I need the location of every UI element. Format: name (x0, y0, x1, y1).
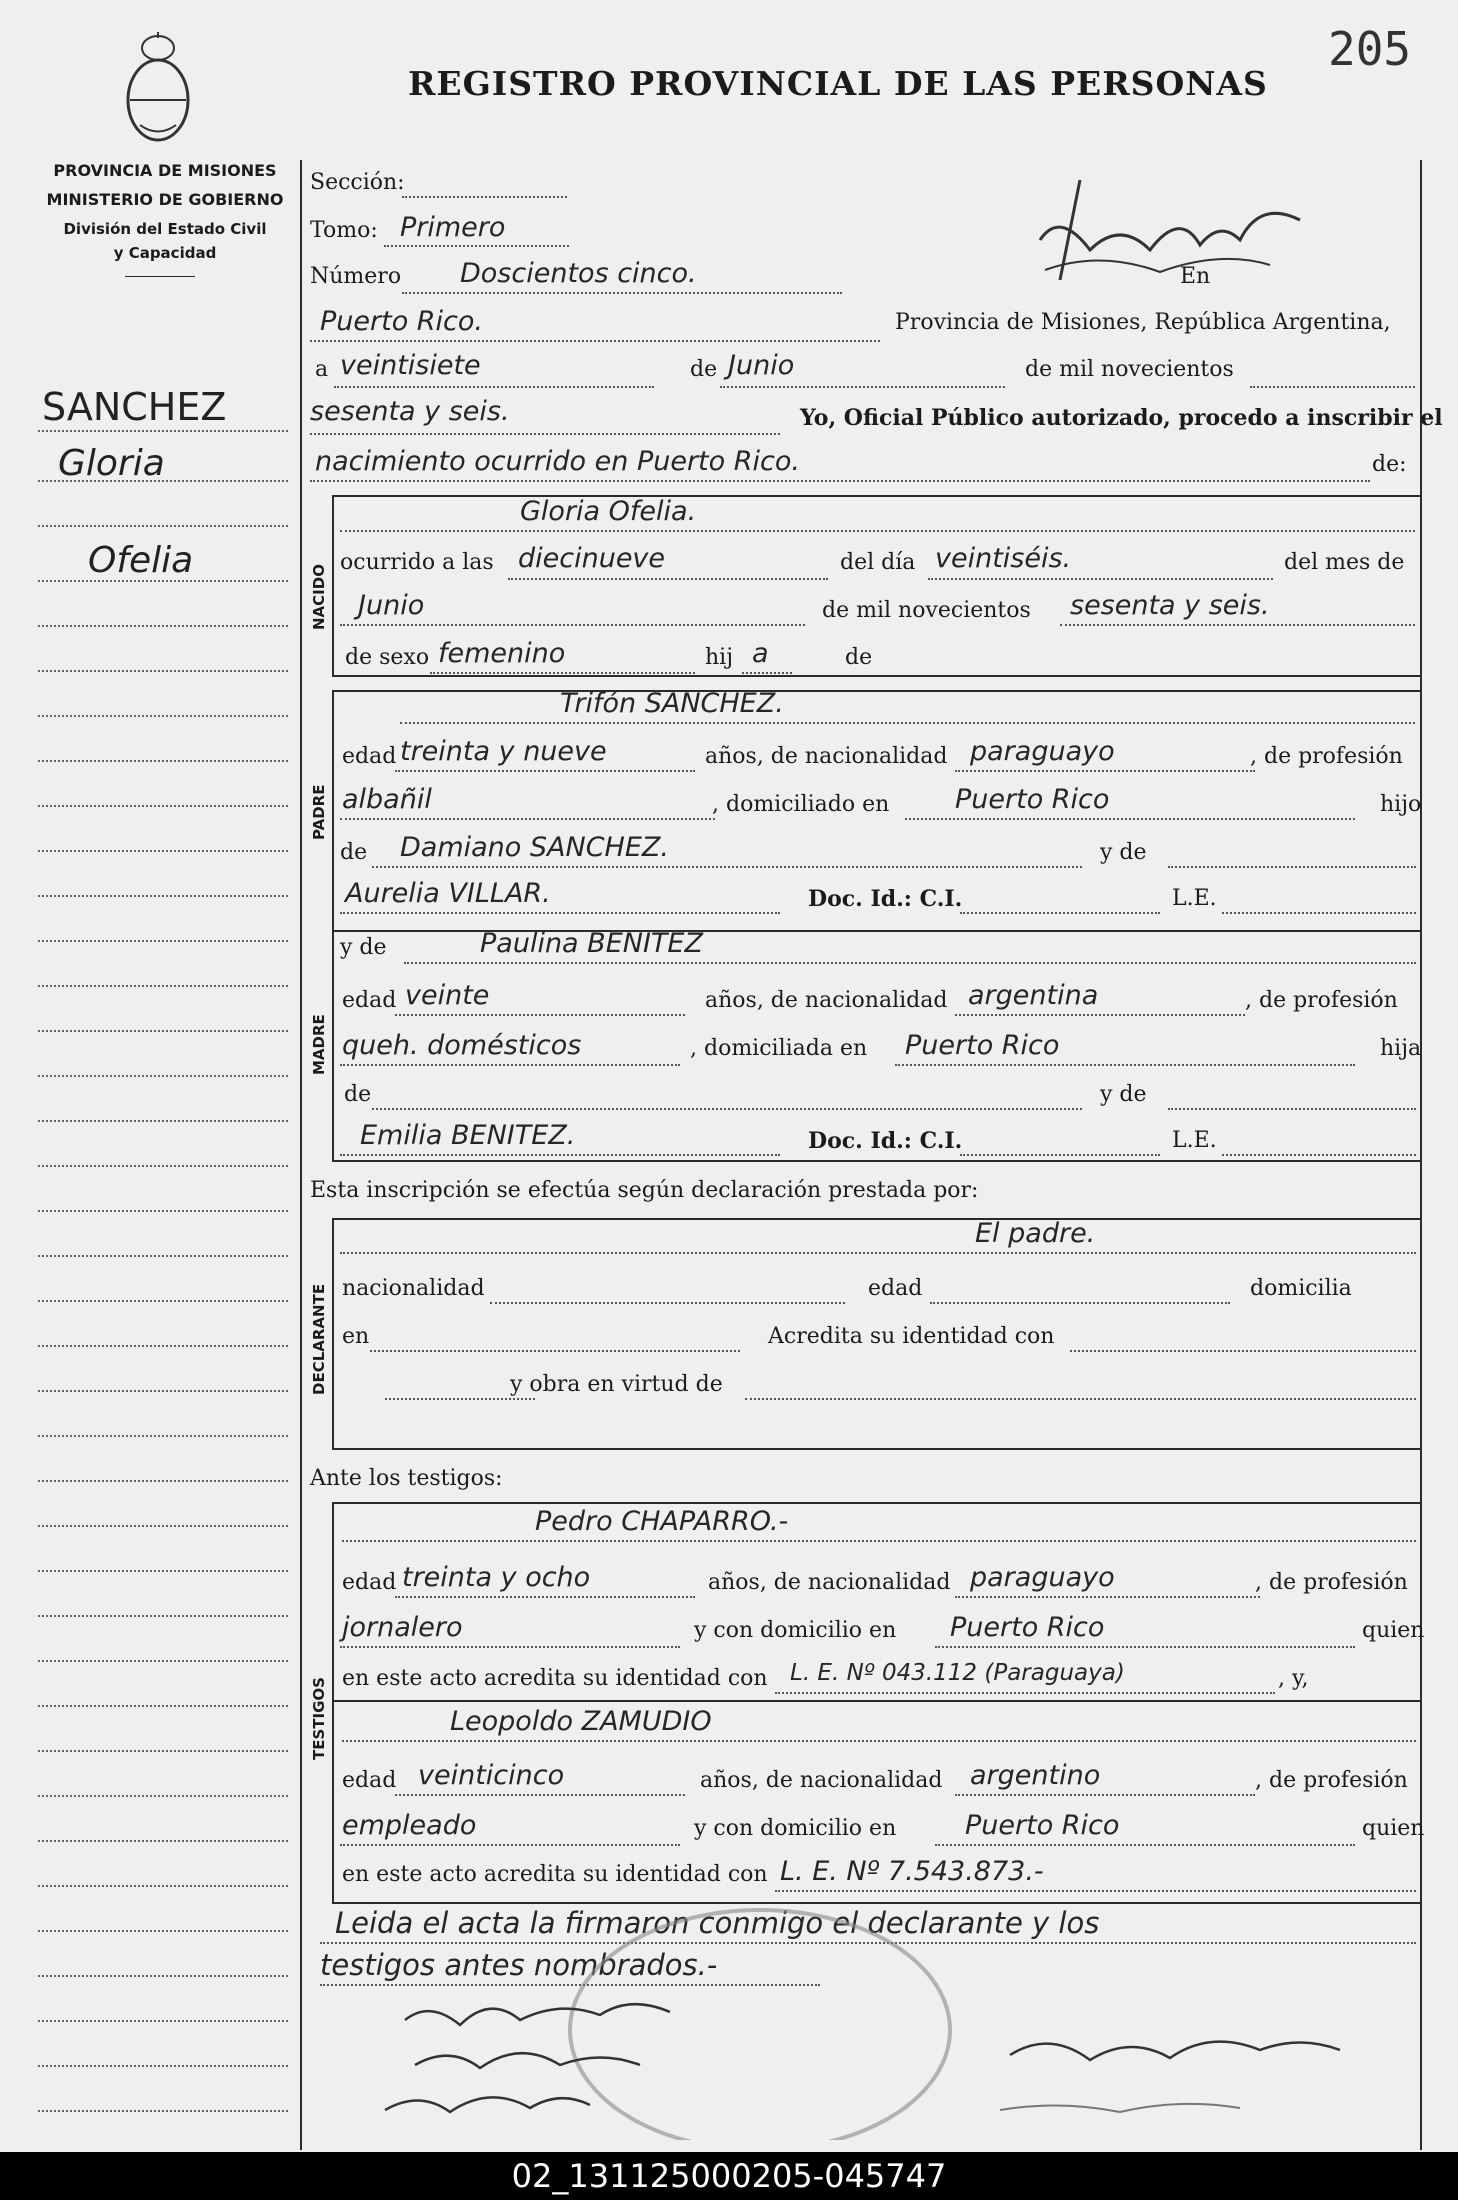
label-del-mes: del mes de (1284, 550, 1405, 575)
label-declarante-nac: nacionalidad (342, 1276, 485, 1301)
margin-line (38, 1750, 288, 1752)
label-madre-profesion: , de profesión (1245, 988, 1398, 1013)
label-en: En (1180, 264, 1211, 289)
label-t1-profesion: , de profesión (1255, 1570, 1408, 1595)
label-t1-edad: edad (342, 1570, 397, 1595)
margin-line (38, 1300, 288, 1302)
label-hij: hij (705, 645, 734, 670)
margin-line (38, 1120, 288, 1122)
label-t1-acredita: en este acto acredita su identidad con (342, 1666, 768, 1691)
label-ante-testigos: Ante los testigos: (310, 1466, 503, 1491)
dia-value: veintisiete (340, 350, 481, 381)
label-padre-edad: edad (342, 744, 397, 769)
margin-line (38, 1390, 288, 1392)
margin-line (38, 1525, 288, 1527)
madre-domicilio: Puerto Rico (905, 1030, 1060, 1061)
label-tomo: Tomo: (310, 218, 378, 243)
margin-line (38, 1165, 288, 1167)
nacido-nombre: Gloria Ofelia. (520, 496, 697, 527)
label-padre-y-de: y de (1100, 840, 1147, 865)
label-madre-edad: edad (342, 988, 397, 1013)
label-mil-novecientos-nac: de mil novecientos (822, 598, 1031, 623)
madre-edad: veinte (405, 980, 490, 1011)
label-madre-y-de: y de (340, 935, 387, 960)
label-ocurrido: ocurrido a las (340, 550, 494, 575)
margin-line (38, 625, 288, 627)
padre-nacionalidad: paraguayo (970, 736, 1115, 767)
closing-line-2: testigos antes nombrados.- (320, 1948, 718, 1982)
page-title: REGISTRO PROVINCIAL DE LAS PERSONAS (408, 64, 1268, 103)
padre-madre: Aurelia VILLAR. (345, 878, 551, 909)
label-t2-anios: años, de nacionalidad (700, 1768, 943, 1793)
label-t1-domicilio: y con domicilio en (694, 1618, 897, 1643)
label-domiciliado: , domiciliado en (712, 792, 890, 817)
margin-line (38, 2065, 288, 2067)
testigo1-domicilio: Puerto Rico (950, 1612, 1105, 1643)
margin-line (38, 985, 288, 987)
testigo2-documento: L. E. Nº 7.543.873.- (780, 1856, 1044, 1887)
mes-value: Junio (728, 350, 795, 381)
header-divider (125, 276, 195, 277)
numero-value: Doscientos cinco. (460, 258, 697, 289)
margin-line (38, 2020, 288, 2022)
label-padre-profesion: , de profesión (1250, 744, 1403, 769)
padre-nombre: Trifón SANCHEZ. (560, 688, 784, 719)
label-padre-anios: años, de nacionalidad (705, 744, 948, 769)
margin-line (38, 760, 288, 762)
label-sexo: de sexo (345, 645, 430, 670)
label-declarante-edad: edad (868, 1276, 923, 1301)
label-t2-domicilio: y con domicilio en (694, 1816, 897, 1841)
margin-line (38, 1930, 288, 1932)
label-a: a (315, 357, 329, 382)
dia-nac-value: veintiséis. (935, 543, 1072, 574)
margin-line (38, 1975, 288, 1977)
label-t1-quien: quien (1362, 1618, 1425, 1643)
margin-line (38, 480, 288, 482)
mes-nac-value: Junio (358, 590, 425, 621)
label-t1-y: , y, (1278, 1666, 1309, 1691)
testigo1-edad: treinta y ocho (402, 1562, 591, 1593)
testigo1-profesion: jornalero (342, 1612, 463, 1643)
label-yo-oficial: Yo, Oficial Público autorizado, procedo a inscribir el (800, 405, 1443, 431)
hora-value: diecinueve (518, 543, 666, 574)
margin-line (38, 805, 288, 807)
label-padre-de: de (340, 840, 368, 865)
label-madre-anios: años, de nacionalidad (705, 988, 948, 1013)
agency-province: PROVINCIA DE MISIONES (53, 161, 277, 180)
label-t2-quien: quien (1362, 1816, 1425, 1841)
margin-line (38, 2110, 288, 2112)
margin-line (38, 525, 288, 527)
label-de-colon: de: (1372, 452, 1407, 477)
label-t2-acredita: en este acto acredita su identidad con (342, 1862, 768, 1887)
signatures-icon (300, 100, 1420, 2140)
label-seccion: Sección: (310, 170, 405, 195)
margin-line (38, 1660, 288, 1662)
agency-capacity: y Capacidad (113, 244, 217, 262)
label-provincia: Provincia de Misiones, República Argentina, (895, 310, 1391, 335)
label-domicilia: domicilia (1250, 1276, 1352, 1301)
margin-line (38, 1210, 288, 1212)
label-madre-doc: Doc. Id.: C.I. (808, 1128, 963, 1154)
main-frame-right (1420, 160, 1422, 2150)
sexo-value: femenino (438, 638, 566, 669)
margin-line (38, 1480, 288, 1482)
margin-name-1: Gloria (58, 443, 165, 484)
label-t2-profesion: , de profesión (1255, 1768, 1408, 1793)
padre-edad: treinta y nueve (400, 736, 607, 767)
label-hija: hija (1380, 1036, 1422, 1061)
agency-ministry: MINISTERIO DE GOBIERNO (46, 190, 284, 209)
margin-line (38, 1840, 288, 1842)
testigo1-documento: L. E. Nº 043.112 (Paraguaya) (790, 1660, 1125, 1686)
label-madre-de: de (344, 1082, 372, 1107)
padre-profesion: albañil (342, 784, 432, 815)
anio-nac-value: sesenta y seis. (1070, 590, 1270, 621)
agency-division: División del Estado Civil (63, 220, 267, 238)
padre-padre: Damiano SANCHEZ. (400, 832, 669, 863)
margin-line (38, 1795, 288, 1797)
label-padre: PADRE (310, 784, 328, 840)
label-de: de (690, 357, 718, 382)
label-testigos: TESTIGOS (310, 1677, 328, 1760)
label-madre-le: L.E. (1172, 1128, 1217, 1153)
margin-line (38, 1435, 288, 1437)
margin-line (38, 715, 288, 717)
document-code: 02_131125000205-045747 (0, 2152, 1458, 2200)
margin-line (38, 1570, 288, 1572)
page-number: 205 (1328, 22, 1412, 76)
anio-value: sesenta y seis. (310, 396, 510, 427)
testigo2-nacionalidad: argentino (970, 1760, 1101, 1791)
margin-line (38, 1615, 288, 1617)
label-padre-doc: Doc. Id.: C.I. (808, 886, 963, 912)
label-declarante-en: en (342, 1324, 370, 1349)
margin-line (38, 895, 288, 897)
testigo2-nombre: Leopoldo ZAMUDIO (450, 1706, 712, 1737)
margin-line (38, 670, 288, 672)
madre-nacionalidad: argentina (968, 980, 1099, 1011)
label-padre-le: L.E. (1172, 886, 1217, 911)
margin-surname: SANCHEZ (42, 385, 227, 429)
margin-line (38, 850, 288, 852)
label-domiciliada: , domiciliada en (690, 1036, 868, 1061)
testigo1-nombre: Pedro CHAPARRO.- (535, 1506, 789, 1537)
testigo2-edad: veinticinco (418, 1760, 565, 1791)
margin-name-2: Ofelia (88, 540, 194, 581)
label-obra: y obra en virtud de (510, 1372, 723, 1397)
hecho-value: nacimiento ocurrido en Puerto Rico. (315, 446, 800, 477)
margin-line (38, 1345, 288, 1347)
coat-of-arms-icon (118, 30, 198, 150)
label-madre-y-de-2: y de (1100, 1082, 1147, 1107)
label-hij-de: de (845, 645, 873, 670)
label-numero: Número (310, 264, 402, 289)
label-declarante: DECLARANTE (310, 1283, 328, 1395)
margin-line (38, 1075, 288, 1077)
label-del-dia: del día (840, 550, 916, 575)
closing-line-1: Leida el acta la firmaron conmigo el declarante y los (335, 1906, 1100, 1940)
madre-madre: Emilia BENITEZ. (360, 1120, 576, 1151)
label-madre: MADRE (310, 1014, 328, 1075)
hij-suffix: a (752, 638, 769, 669)
label-acredita: Acredita su identidad con (768, 1324, 1055, 1349)
margin-line (38, 1030, 288, 1032)
label-t2-edad: edad (342, 1768, 397, 1793)
declarante-quien: El padre. (975, 1218, 1096, 1249)
margin-line (38, 1705, 288, 1707)
margin-line (38, 580, 288, 582)
label-mil-novecientos: de mil novecientos (1025, 357, 1234, 382)
label-hijo: hijo (1380, 792, 1422, 817)
tomo-value: Primero (400, 212, 506, 243)
margin-line (38, 1885, 288, 1887)
testigo1-nacionalidad: paraguayo (970, 1562, 1115, 1593)
label-t1-anios: años, de nacionalidad (708, 1570, 951, 1595)
madre-nombre: Paulina BENITEZ (480, 928, 703, 959)
label-nacido: NACIDO (310, 564, 328, 630)
label-inscripcion: Esta inscripción se efectúa según declaración prestada por: (310, 1178, 979, 1203)
madre-profesion: queh. domésticos (342, 1030, 582, 1061)
testigo2-domicilio: Puerto Rico (965, 1810, 1120, 1841)
testigo2-profesion: empleado (342, 1810, 477, 1841)
lugar-value: Puerto Rico. (320, 306, 484, 337)
padre-domicilio: Puerto Rico (955, 784, 1110, 815)
margin-line (38, 1255, 288, 1257)
margin-line (38, 940, 288, 942)
margin-line (38, 430, 288, 432)
